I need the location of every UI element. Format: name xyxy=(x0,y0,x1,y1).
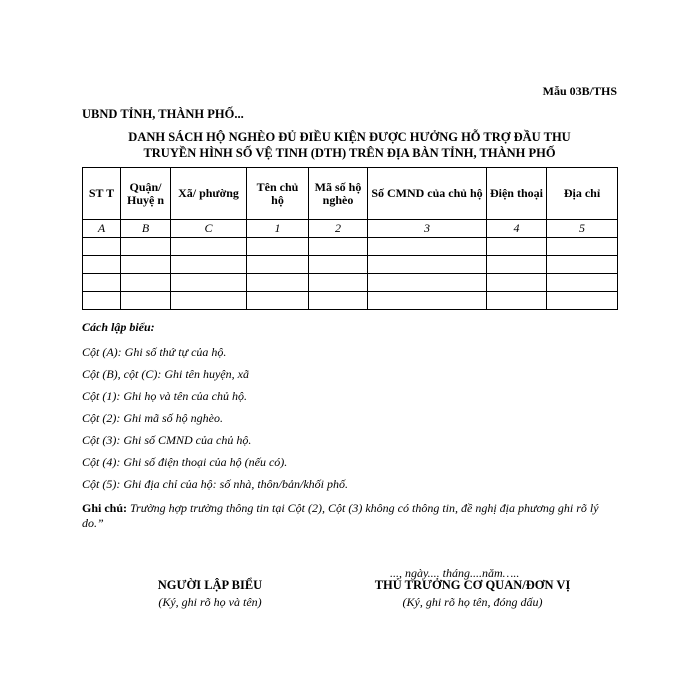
header-address: Địa chỉ xyxy=(547,168,618,220)
code-cell: 4 xyxy=(487,220,547,238)
head-signature-block xyxy=(350,578,595,610)
table-cell xyxy=(83,238,121,256)
header-commune: Xã/ phường xyxy=(171,168,247,220)
table-cell xyxy=(171,274,247,292)
issuer-heading: UBND TỈNH, THÀNH PHỐ... xyxy=(82,107,244,121)
table-cell xyxy=(547,274,618,292)
code-cell: C xyxy=(171,220,247,238)
table-cell xyxy=(247,256,309,274)
instruction-line: Cột (B), cột (C): Ghi tên huyện, xã xyxy=(82,367,249,381)
head-role: THỦ TRƯỞNG CƠ QUAN/ĐƠN VỊ xyxy=(374,578,571,592)
instruction-line: Cột (A): Ghi số thứ tự của hộ. xyxy=(82,345,227,359)
table-cell xyxy=(309,256,368,274)
table-row xyxy=(83,274,618,292)
date-line: ..., ngày.... tháng....năm….. xyxy=(390,566,520,580)
table-cell xyxy=(121,292,171,310)
table-cell xyxy=(368,256,487,274)
table-cell xyxy=(121,238,171,256)
instruction-line: Cột (2): Ghi mã số hộ nghèo. xyxy=(82,411,223,425)
code-cell: 5 xyxy=(547,220,618,238)
form-code: Mẫu 03B/THS xyxy=(542,84,617,98)
header-stt: ST T xyxy=(83,168,121,220)
table-cell xyxy=(487,238,547,256)
table-cell xyxy=(171,292,247,310)
code-cell: 1 xyxy=(247,220,309,238)
preparer-signature-block xyxy=(130,578,290,610)
title-line-2: TRUYỀN HÌNH SỐ VỆ TINH (DTH) TRÊN ĐỊA BÀN TỈNH, THÀNH PHỐ xyxy=(143,146,556,160)
table-row xyxy=(83,292,618,310)
header-id-number: Số CMND của chủ hộ xyxy=(368,168,487,220)
table-row xyxy=(83,238,618,256)
table-cell xyxy=(368,238,487,256)
preparer-role: NGƯỜI LẬP BIỂU xyxy=(157,578,263,592)
title-line-1: DANH SÁCH HỘ NGHÈO ĐỦ ĐIỀU KIỆN ĐƯỢC HƯỞNG HỖ TRỢ ĐẦU THU xyxy=(128,130,571,144)
code-cell: B xyxy=(121,220,171,238)
table-cell xyxy=(83,256,121,274)
code-cell: 3 xyxy=(368,220,487,238)
table-cell xyxy=(487,274,547,292)
remark-label: Ghi chú: xyxy=(82,501,128,515)
table-cell xyxy=(309,292,368,310)
document-title xyxy=(82,129,617,161)
header-poor-household-code: Mã số hộ nghèo xyxy=(309,168,368,220)
instruction-line: Cột (1): Ghi họ và tên của chủ hộ. xyxy=(82,389,247,403)
remark-text: Trường hợp trường thông tin tại Cột (2), Cột (3) không có thông tin, đề nghị địa phương ghi rõ lý do.” xyxy=(82,501,599,530)
header-district: Quận/ Huyệ n xyxy=(121,168,171,220)
table-cell xyxy=(83,274,121,292)
table-cell xyxy=(247,238,309,256)
table-cell xyxy=(368,292,487,310)
table-cell xyxy=(487,292,547,310)
code-cell: 2 xyxy=(309,220,368,238)
code-cell: A xyxy=(83,220,121,238)
table-row xyxy=(83,256,618,274)
table-cell xyxy=(368,274,487,292)
table-cell xyxy=(547,256,618,274)
table-cell xyxy=(171,238,247,256)
table-cell xyxy=(487,256,547,274)
table-cell xyxy=(121,274,171,292)
table-cell xyxy=(547,292,618,310)
table-cell xyxy=(83,292,121,310)
table-cell xyxy=(247,274,309,292)
instruction-line: Cột (5): Ghi địa chỉ của hộ: số nhà, thôn/bản/khối phố. xyxy=(82,477,348,491)
table-cell xyxy=(247,292,309,310)
table-cell xyxy=(309,238,368,256)
instructions-section xyxy=(82,320,622,531)
preparer-hint: (Ký, ghi rõ họ và tên) xyxy=(158,595,262,609)
table-cell xyxy=(121,256,171,274)
instruction-line: Cột (4): Ghi số điện thoại của hộ (nếu có). xyxy=(82,455,288,469)
table-header-row xyxy=(83,168,618,220)
table-cell xyxy=(547,238,618,256)
instructions-heading: Cách lập biểu: xyxy=(82,320,155,334)
head-hint: (Ký, ghi rõ họ tên, đóng dấu) xyxy=(402,595,543,609)
column-code-row xyxy=(83,220,618,238)
instruction-line: Cột (3): Ghi số CMND của chủ hộ. xyxy=(82,433,252,447)
table-cell xyxy=(309,274,368,292)
household-list-table xyxy=(82,167,618,310)
header-household-head: Tên chủ hộ xyxy=(247,168,309,220)
remark-note xyxy=(82,501,622,531)
table-cell xyxy=(171,256,247,274)
header-phone: Điện thoại xyxy=(487,168,547,220)
